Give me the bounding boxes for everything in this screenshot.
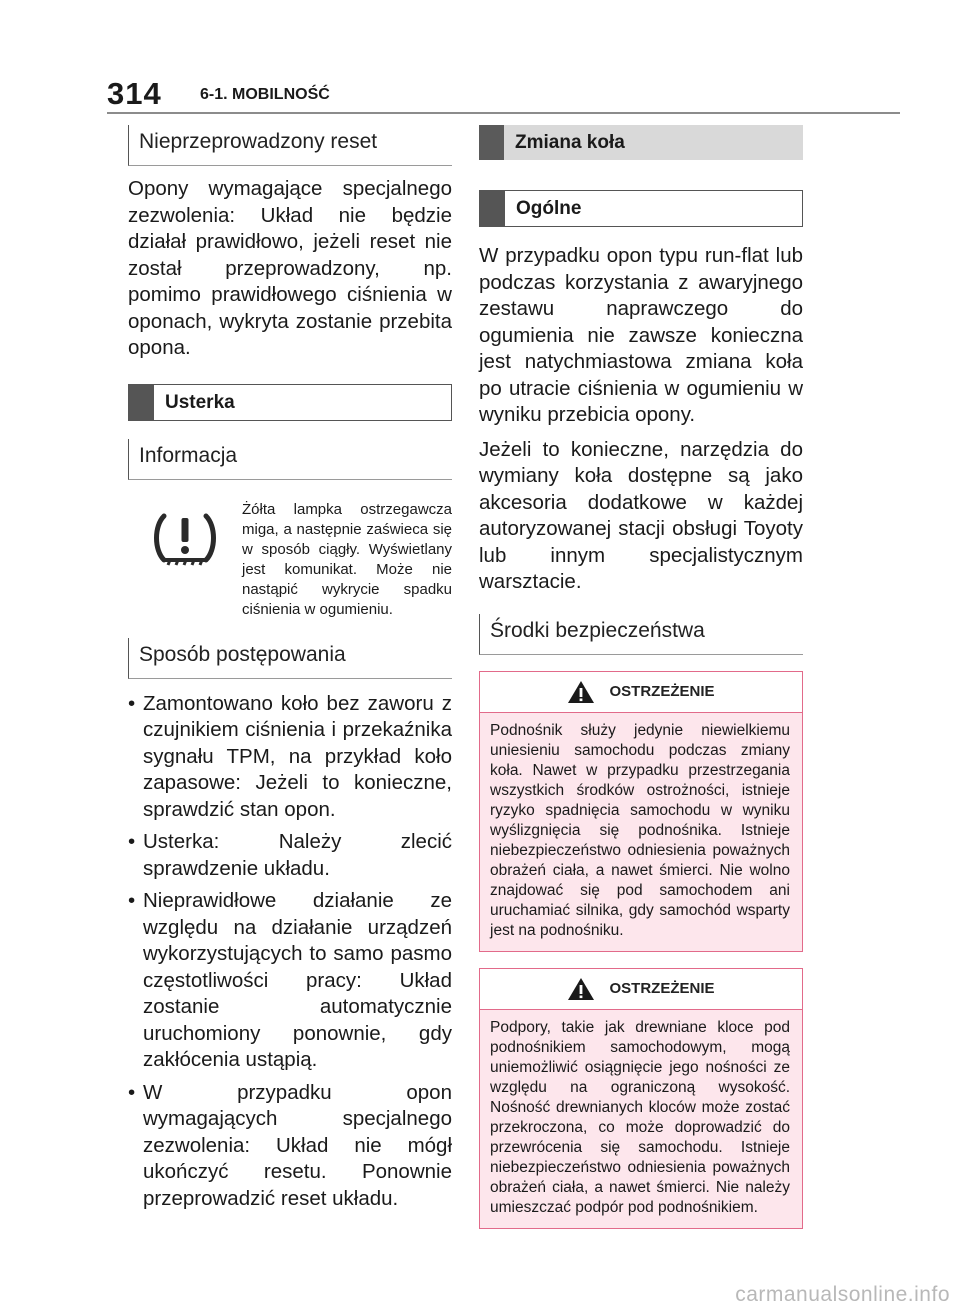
- warning-triangle-icon: [567, 680, 595, 704]
- info-row: [128, 500, 452, 620]
- informacja-heading: Informacja: [128, 439, 452, 480]
- watermark: carmanualsonline.info: [735, 1283, 950, 1306]
- left-column: [128, 125, 452, 1218]
- warning-header: [480, 672, 802, 713]
- warning-header: [480, 969, 802, 1010]
- list-item: • W przypadku opon wymagających specjalnego zezwolenia: Układ nie mógł ukończyć resetu. Ponownie przeprowadzić reset układu.: [128, 1080, 452, 1213]
- list-item: • Usterka: Należy zlecić sprawdzenie układu.: [128, 829, 452, 882]
- general-paragraph-1: W przypadku opon typu run-flat lub podczas korzystania z awaryjnego zestawu naprawczego do ogumienia nie zawsze konieczna jest natychmiastowa zmiana koła po utracie ciśnienia w ogumieniu w wyniku przebicia opony.: [479, 244, 803, 426]
- warning-text: Podpory, takie jak drewniane kloce pod podnośnikiem samochodowym, mogą uniemożliwić osiągnięcie jego nośności ze względu na ograniczoną wysokość. Nośność drewnianych kloców może zostać przekroczona, co może doprowadzić do przewrócenia się samochodu. Istnieje niebezpieczeństwo odniesienia poważnych obrażeń ciała, a nawet śmierci. Nie należy umieszczać podpór pod podnośnikiem.: [490, 1018, 790, 1216]
- usterka-heading-label: Usterka: [165, 391, 235, 413]
- page-number: 314: [107, 76, 162, 111]
- header-rule: [107, 112, 900, 114]
- warning-box-1: [479, 671, 803, 952]
- warning-label: OSTRZEŻENIE: [609, 980, 715, 997]
- procedure-heading: Sposób postępowania: [128, 638, 452, 679]
- heading-bar: [480, 191, 505, 226]
- usterka-heading: [128, 384, 452, 421]
- heading-bar: [129, 385, 154, 420]
- reset-text: Opony wymagające specjalnego zezwolenia: Układ nie będzie działał prawidłowo, jeżeli reset nie został przeprowadzony, np. pomimo prawidłowego ciśnienia w oponach, wykryta zostanie przebita opona.: [128, 177, 452, 359]
- list-item: • Nieprawidłowe działanie ze względu na działanie urządzeń wykorzystujących to samo pasmo częstotliwości pracy: Układ zostanie automatycznie uruchomiony ponownie, gdy zakłócenia ustąpią.: [128, 888, 452, 1074]
- tire-pressure-warning-icon: [150, 510, 220, 570]
- general-paragraph-2: Jeżeli to konieczne, narzędzia do wymiany koła dostępne są jako akcesoria dodatkowe w każdej autoryzowanej stacji obsługi Toyoty lub innym specjalistycznym warsztacie.: [479, 437, 803, 593]
- info-text: Żółta lampka ostrzegawcza miga, a następnie zaświeca się w sposób ciągły. Wyświetlany jest komunikat. Może nie nastąpić wykrycie spadku ciśnienia w ogumieniu.: [242, 500, 452, 618]
- list-item: • Zamontowano koło bez zaworu z czujnikiem ciśnienia i przekaźnika sygnału TPM, na przykład koło zapasowe: Jeżeli to konieczne, sprawdzić stan opon.: [128, 691, 452, 824]
- zmiana-kola-label: Zmiana koła: [515, 132, 625, 153]
- warning-label: OSTRZEŻENIE: [609, 683, 715, 700]
- warning-triangle-icon: [567, 977, 595, 1001]
- reset-heading: Nieprzeprowadzony reset: [128, 125, 452, 166]
- procedure-list: [128, 691, 452, 1213]
- warning-box-2: [479, 968, 803, 1229]
- ogolne-heading: [479, 190, 803, 227]
- ogolne-label: Ogólne: [516, 198, 582, 219]
- safety-heading: Środki bezpieczeństwa: [479, 614, 803, 655]
- heading-bar: [479, 125, 504, 160]
- right-column: [479, 125, 803, 1229]
- warning-text: Podnośnik służy jedynie niewielkiemu uniesieniu samochodu podczas zmiany koła. Nawet w przypadku przestrzegania wszystkich środków ostrożności, istnieje ryzyko spadnięcia samochodu w wyniku wyślizgnięcia się podnośnika. Istnieje niebezpieczeństwo odniesienia poważnych obrażeń ciała, a nawet śmierci. Nie wolno znajdować się pod samochodem ani uruchamiać silnika, gdy samochód wsparty jest na podnośniku.: [490, 721, 790, 939]
- chapter-title: 6-1. MOBILNOŚĆ: [200, 86, 330, 103]
- zmiana-kola-heading: [479, 125, 803, 160]
